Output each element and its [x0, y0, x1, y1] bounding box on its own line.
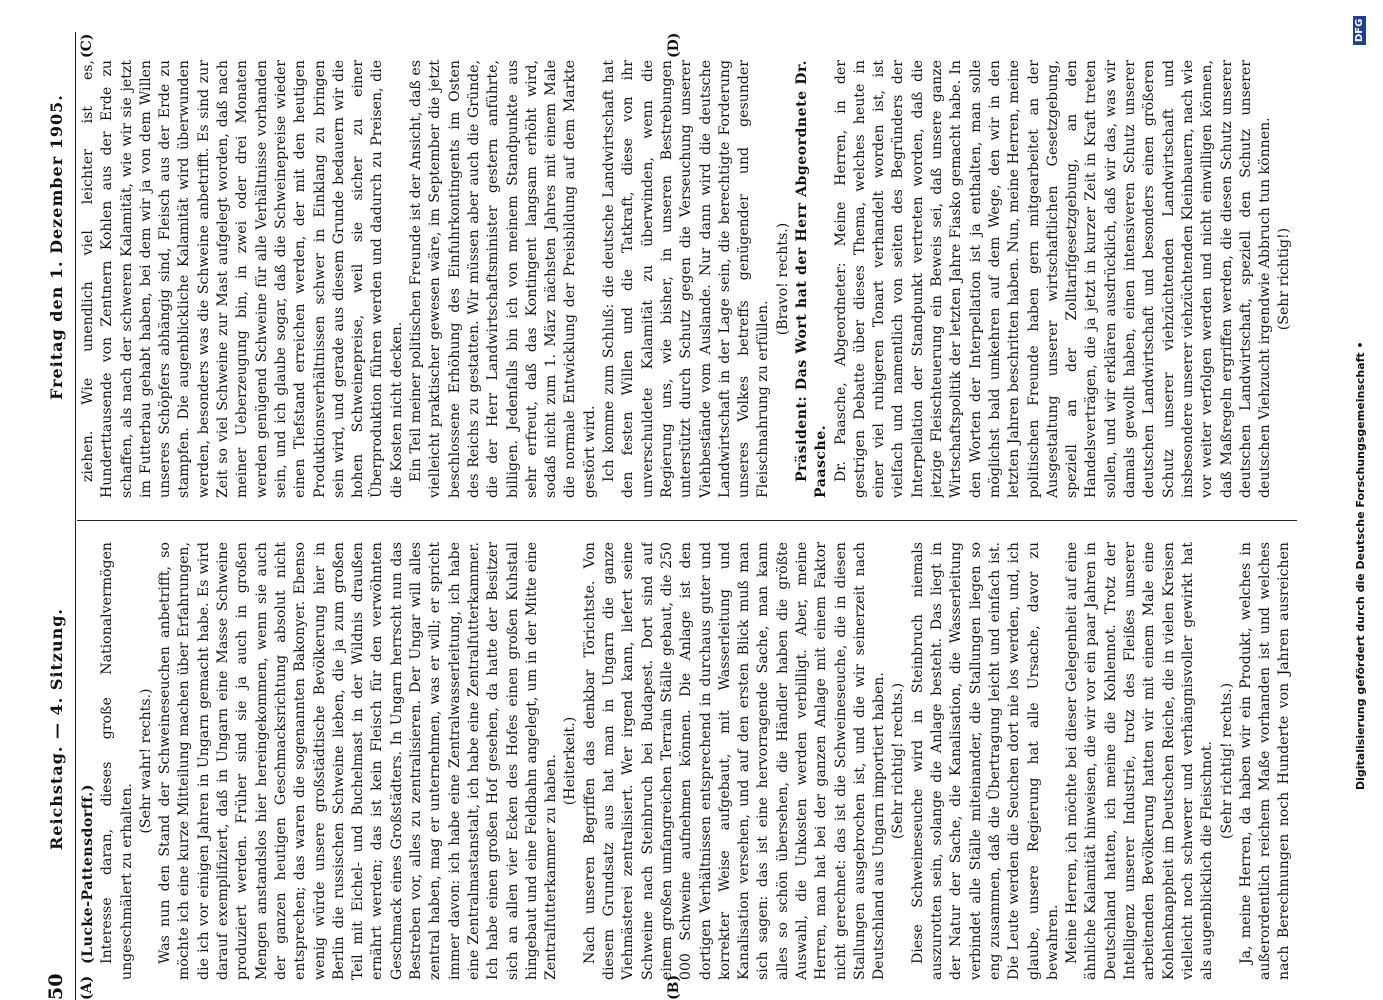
session-title: Reichstag. — 4. Sitzung.: [47, 608, 66, 850]
paragraph: Diese Schweineseuche wird in Steinbruch niemals auszurotten sein, solange die Anlage besteht. Das liegt in der Natur der Sache, die Kanalisation, die Wasserleitung verbindet alle Ställe miteinander, die Stallungen liegen so eng zusammen, daß die Übertragung leicht und einfach ist. Die Leute werden die Seuchen dort nie los werden, und, ich glaube, unsere Regierung hat alle Ursache, davor zu bewahren.: [909, 542, 1061, 980]
margin-marker-b: (B): [666, 974, 682, 1000]
right-text-column: [79, 60, 1293, 498]
margin-marker-a: (A): [79, 975, 95, 1000]
interjection: (Bravo! rechts.): [774, 222, 791, 336]
paragraph: Was nun den Stand der Schweineseuchen anbetrifft, so möchte ich eine kurze Mitteilung machen über Erfahrungen, die ich vor einigen Jahren in Ungarn gemacht habe. Es wird darauf exemplifiziert, daß in Ungarn eine Masse Schweine produziert werden. Früher sind sie ja auch in großen Mengen anstandslos hier hereingekommen, wenn sie auch der ganzen heutigen Geschmacksrichtung absolut nicht entsprechen; das waren die sogenannten Bakonyer. Ebenso wenig würde unsere großstädtische Bevölkerung hier in Berlin die russischen Schweine lieben, die ja zum großen Teil mit Eichel- und Buchelmast in der Wildnis draußen ernährt werden; das ist kein Fleisch für den verwöhnten Geschmack eines Großstädters. In Ungarn herrscht nun das Bestreben vor, alles zu zentralisieren. Der Ungar will alles zentral haben, mag er unternehmen, was er will; er spricht immer davon: ich habe eine Zentralwasserleitung, ich habe eine Zentralmastanstalt, ich habe eine Zentralfutterkammer. Ich habe einen großen Hof gesehen, da hatte der Besitzer sich an allen vier Ecken des Hofes einen großen Kuhstall hingebaut und eine Feldbahn angelegt, um in der Mitte eine Zentralfutterkammer zu haben.: [157, 542, 560, 980]
paragraph: Ja, meine Herren, da haben wir ein Produkt, welches in außerordentlich reichem Maße vorhanden ist und welches nach Berechnungen noch Hunderte von Jahren ausreichen: [1237, 542, 1293, 980]
interjection: (Sehr richtig!): [1276, 227, 1293, 331]
digitization-credit: [1352, 0, 1370, 1000]
left-text-column: [79, 542, 1293, 980]
credit-text: Digitalisierung gefördert durch die Deutsche Forschungsgemeinschaft •: [1354, 341, 1367, 790]
column-divider: [77, 520, 1297, 521]
paragraph: Ein Teil meiner politischen Freunde ist der Ansicht, daß es vielleicht praktischer gewesen wäre, im September die jetzt beschlossene Erhöhung des Einfuhrkontingents im Osten des Reichs zu gestatten. Wir müssen aber auch die Gründe, die der Herr Landwirtschaftsminister gestern anführte, billigen. Jedenfalls bin ich von meinem Standpunkte aus sehr erfreut, daß das Kontingent langsam erhöht wird, sodaß nicht zum 1. März nächsten Jahres mit einem Male die normale Entwicklung der Preisbildung auf dem Markte gestört wird.: [408, 60, 598, 498]
speaker-line: (Lucke-Pattensdorff.): [80, 784, 96, 964]
document-page: [41, 32, 1301, 1000]
interjection: (Sehr wahr! rechts.): [137, 688, 154, 834]
page-header: [41, 32, 76, 1000]
session-date: Freitag den 1. Dezember 1905.: [47, 94, 66, 400]
interjection: (Heiterkeit.): [562, 716, 579, 806]
page-number: 50: [45, 973, 67, 1000]
dfg-logo: DFG: [1353, 16, 1366, 45]
interjection: (Sehr richtig! rechts.): [890, 682, 907, 840]
interjection: (Sehr richtig! rechts.): [1218, 682, 1235, 840]
paragraph: ziehen. Wie unendlich viel leichter ist es, Hunderttausende von Zentnern Kohlen aus der Erde zu schaffen, als nach der schweren Kalamität, wie wir sie jetzt im Futterbau gehabt haben, bei dem wir ja von dem Willen unseres Schöpfers abhängig sind, Fleisch aus der Erde zu stampfen. Die augenblickliche Kalamität wird überwunden werden, besonders was die Schweine anbetrifft. Es sind zur Zeit so viel Schweine zur Mast aufgelegt worden, daß nach meiner Ueberzeugung bin, in zwei oder drei Monaten werden genügend Schweine für alle Verhältnisse vorhanden sein, und ich glaube sogar, daß die Schweinepreise wieder einen Tiefstand erreichen werden, der mit den heutigen Produktionsverhältnissen schwer in Einklang zu bringen sein wird, und gerade aus diesem Grunde bedauern wir die hohen Schweinepreise, weil sie sicher zu einer Überproduktion führen werden und dadurch zu Preisen, die die Kosten nicht decken.: [80, 60, 405, 498]
margin-marker-c: (C): [79, 33, 95, 58]
speaker-line: Präsident: Das Wort hat der Herr Abgeordnete Dr. Paasche.: [793, 60, 830, 498]
margin-marker-d: (D): [666, 32, 682, 58]
paragraph: Interesse daran, dieses große Nationalvermögen ungeschmälert zu erhalten.: [99, 542, 135, 980]
paragraph: Dr. Paasche, Abgeordneter: Meine Herren, in der gestrigen Debatte über dieses Thema, welches heute in einer viel ruhigeren Tonart verhandelt worden ist, ist vielfach und namentlich von seiten des Begründers der Interpellation der Standpunkt vertreten worden, daß die jetzige Fleischteuerung ein Beweis sei, daß unsere ganze Wirtschaftspolitik der letzten Jahre Fiasko gemacht habe. In den Worten der Interpellation ist ja enthalten, man solle möglichst bald umkehren auf dem Wege, den wir in den letzten Jahren beschritten haben. Nun, meine Herren, meine politischen Freunde haben gern mitgearbeitet an der Ausgestaltung unserer wirtschaftlichen Gesetzgebung, speziell an der Zolltarifgesetzgebung, an den Handelsverträgen, die ja jetzt in kurzer Zeit in Kraft treten sollen, und wir erklären ausdrücklich, daß wir das, was wir damals gewollt haben, einen intensiveren Schutz unserer deutschen Landwirtschaft und besonders einen größeren Schutz unserer viehzüchtenden Landwirtschaft und insbesondere unserer viehzüchtenden Kleinbauern, nach wie vor weiter verfolgen werden und nicht einwilligen können, daß Maßregeln ergriffen werden, die diesen Schutz unserer deutschen Landwirtschaft, speziell den Schutz unserer deutschen Viehzucht irgendwie Abbruch tun können.: [832, 60, 1274, 498]
paragraph: Nach unseren Begriffen das denkbar Törichtste. Von diesem Grundsatz aus hat man in Ungarn die ganze Viehmästerei zentralisiert. Wer irgend kann, liefert seine Schweine nach Steinbruch bei Budapest. Dort sind auf einem großen umfangreichen Terrain Ställe gebaut, die 250 000 Schweine aufnehmen können. Die Anlage ist den dortigen Verhältnissen entsprechend in durchaus guter und korrekter Weise aufgebaut, mit Wasserleitung und Kanalisation versehen, und auf den ersten Blick muß man sich sagen: das ist eine hervorragende Sache, man kann alles so schön übersehen, die Händler haben die größte Auswahl, die Unkosten werden verbilligt. Aber, meine Herren, man hat bei der ganzen Anlage mit einem Faktor nicht gerechnet: das ist die Schweineseuche, die in diesen Stallungen ausgebrochen ist, und die wir seinerzeit nach Deutschland aus Ungarn importiert haben.: [581, 542, 888, 980]
paragraph: Meine Herren, ich möchte bei dieser Gelegenheit auf eine ähnliche Kalamität hinweisen, die wir vor ein paar Jahren in Deutschland hatten, ich meine die Kohlennot. Trotz der Intelligenz unserer Industrie, trotz des Fleißes unserer arbeitenden Bevölkerung hatten wir mit einem Male eine Kohlenknappheit im Deutschen Reiche, die in vielen Kreisen vielleicht noch schwerer und verhängnisvoller gewirkt hat als augenblicklich die Fleischnot.: [1064, 542, 1216, 980]
paragraph: Ich komme zum Schluß: die deutsche Landwirtschaft hat den festen Willen und die Tatkraft, diese von ihr unverschuldete Kalamität zu überwinden, wenn die Regierung uns, wie bisher, in unseren Bestrebungen unterstützt durch Schutz gegen die Verseuchung unserer Viehbestände vom Auslande. Nur dann wird die deutsche Landwirtschaft in der Lage sein, die berechtigte Forderung unseres Volkes betreffs genügender und gesunder Fleischnahrung zu erfüllen.: [601, 60, 772, 498]
